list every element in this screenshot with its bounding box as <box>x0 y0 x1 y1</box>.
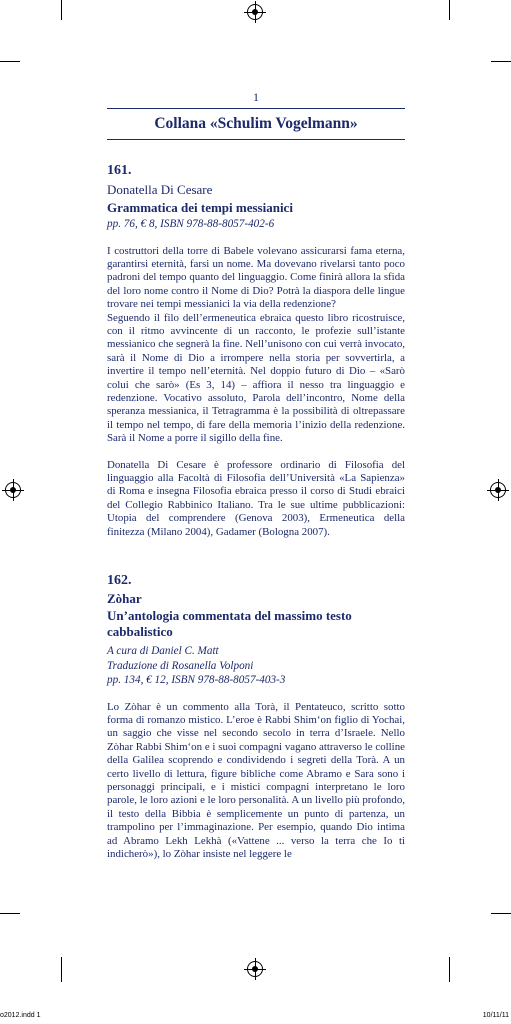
entry-meta: pp. 76, € 8, ISBN 978-88-8057-402-6 <box>107 218 275 230</box>
entry-meta: A cura di Daniel C. Matt <box>107 645 219 658</box>
footer-date: 10/11/11 <box>482 1012 509 1019</box>
series-title: Collana «Schulim Vogelmann» <box>154 115 358 132</box>
crop-mark <box>491 913 511 914</box>
header-rule <box>107 139 405 140</box>
crop-mark <box>449 0 450 20</box>
page-number: 1 <box>253 90 259 104</box>
book-entry <box>107 163 405 539</box>
entry-description <box>107 701 405 862</box>
registration-mark-icon <box>247 961 263 977</box>
registration-mark-icon <box>490 482 506 498</box>
author-bio: Donatella Di Cesare è professore ordinario di Filosofia del linguaggio alla Facoltà di Filosofia dell’Università «La Sapienza» di Roma e insegna Filosofia ebraica presso il corso di Studi ebraici del Collegio Rabbinico Italiano. Tra le sue ultime pubblicazioni: Utopia del comprendere (Genova 2003), Ermeneutica della finitezza (Milano 2004), Gadamer (Bologna 2007). <box>107 458 405 538</box>
paragraph: I costruttori della torre di Babele volevano assicurarsi fama eterna, garantirsi eternità, farsi un nome. Ma dovevano rivelarsi tanto poco padroni del tempo quanto del linguaggio. Come finirà allora la sfida del loro nome contro il Nome di Dio? Potrà la diaspora delle lingue trovare nei tempi messianici la via della redenzione? <box>107 244 405 311</box>
crop-mark <box>0 913 20 914</box>
entry-author: Zòhar <box>107 591 142 607</box>
crop-mark <box>449 957 450 982</box>
page-content <box>107 90 405 861</box>
entry-title: Grammatica dei tempi messianici <box>107 200 293 215</box>
header-rule <box>107 108 405 109</box>
entry-number: 162. <box>107 573 132 589</box>
entry-meta: Traduzione di Rosanella Volponi <box>107 659 254 672</box>
registration-mark-icon <box>5 482 21 498</box>
paragraph: Lo Zòhar è un commento alla Torà, il Pentateuco, scritto sotto forma di romanzo mistico. L’eroe è Rabbi Shim‘on figlio di Yochai, un saggio che visse nel secondo secolo in terra d’Israele. Nello Zòhar Rabbi Shim‘on e i suoi compagni vagano attraverso le colline della Galilea scoprendo e condividendo i segreti della Torà. A un certo livello di lettura, figure bibliche come Abramo e Sara sono i personaggi principali, e i mistici compagni interpretano le loro parole, le loro azioni e le loro personalità. A un livello più profondo, il testo della Bibbia è semplicemente un punto di partenza, un trampolino per l’immaginazione. Per esempio, quando Dio intima ad Abramo Lekh Lekhà («Vattene ... verso la terra che Io ti indicherò»), lo Zòhar insiste nel leggere le <box>107 700 405 860</box>
book-entry <box>107 573 405 861</box>
entry-author: Donatella Di Cesare <box>107 182 213 197</box>
entry-meta: pp. 134, € 12, ISBN 978-88-8057-403-3 <box>107 674 286 687</box>
crop-mark <box>61 957 62 982</box>
paragraph: Seguendo il filo dell’ermeneutica ebraica questo libro ricostruisce, con il ritmo avvincente di un racconto, le profezie sull’istante messianico che segnerà la fine. Nell’unisono con cui verrà invocato, sarà il Nome di Dio a irrompere nella storia per sovvertirla, a invertire il tempo nell’eternità. Nel doppio futuro di Dio – «Sarò colui che sarò» (Es 3, 14) – affiora il nesso tra linguaggio e redenzione. Vocativo assoluto, Parola dell’incontro, Nome della speranza messianica, il Tetragramma è la possibilità di oltrepassare il tempo nel tempo, di fare della memoria l’inizio della redenzione. Sarà il Nome a porre il sigillo della fine. <box>107 311 405 445</box>
entry-title: Un’antologia commentata del massimo testo cabbalistico <box>107 608 352 640</box>
crop-mark <box>491 61 511 62</box>
footer-filename: o2012.indd 1 <box>0 1012 41 1019</box>
crop-mark <box>0 61 20 62</box>
crop-mark <box>61 0 62 20</box>
entry-description <box>107 245 405 540</box>
registration-mark-icon <box>247 4 263 20</box>
entry-number: 161. <box>107 163 132 178</box>
